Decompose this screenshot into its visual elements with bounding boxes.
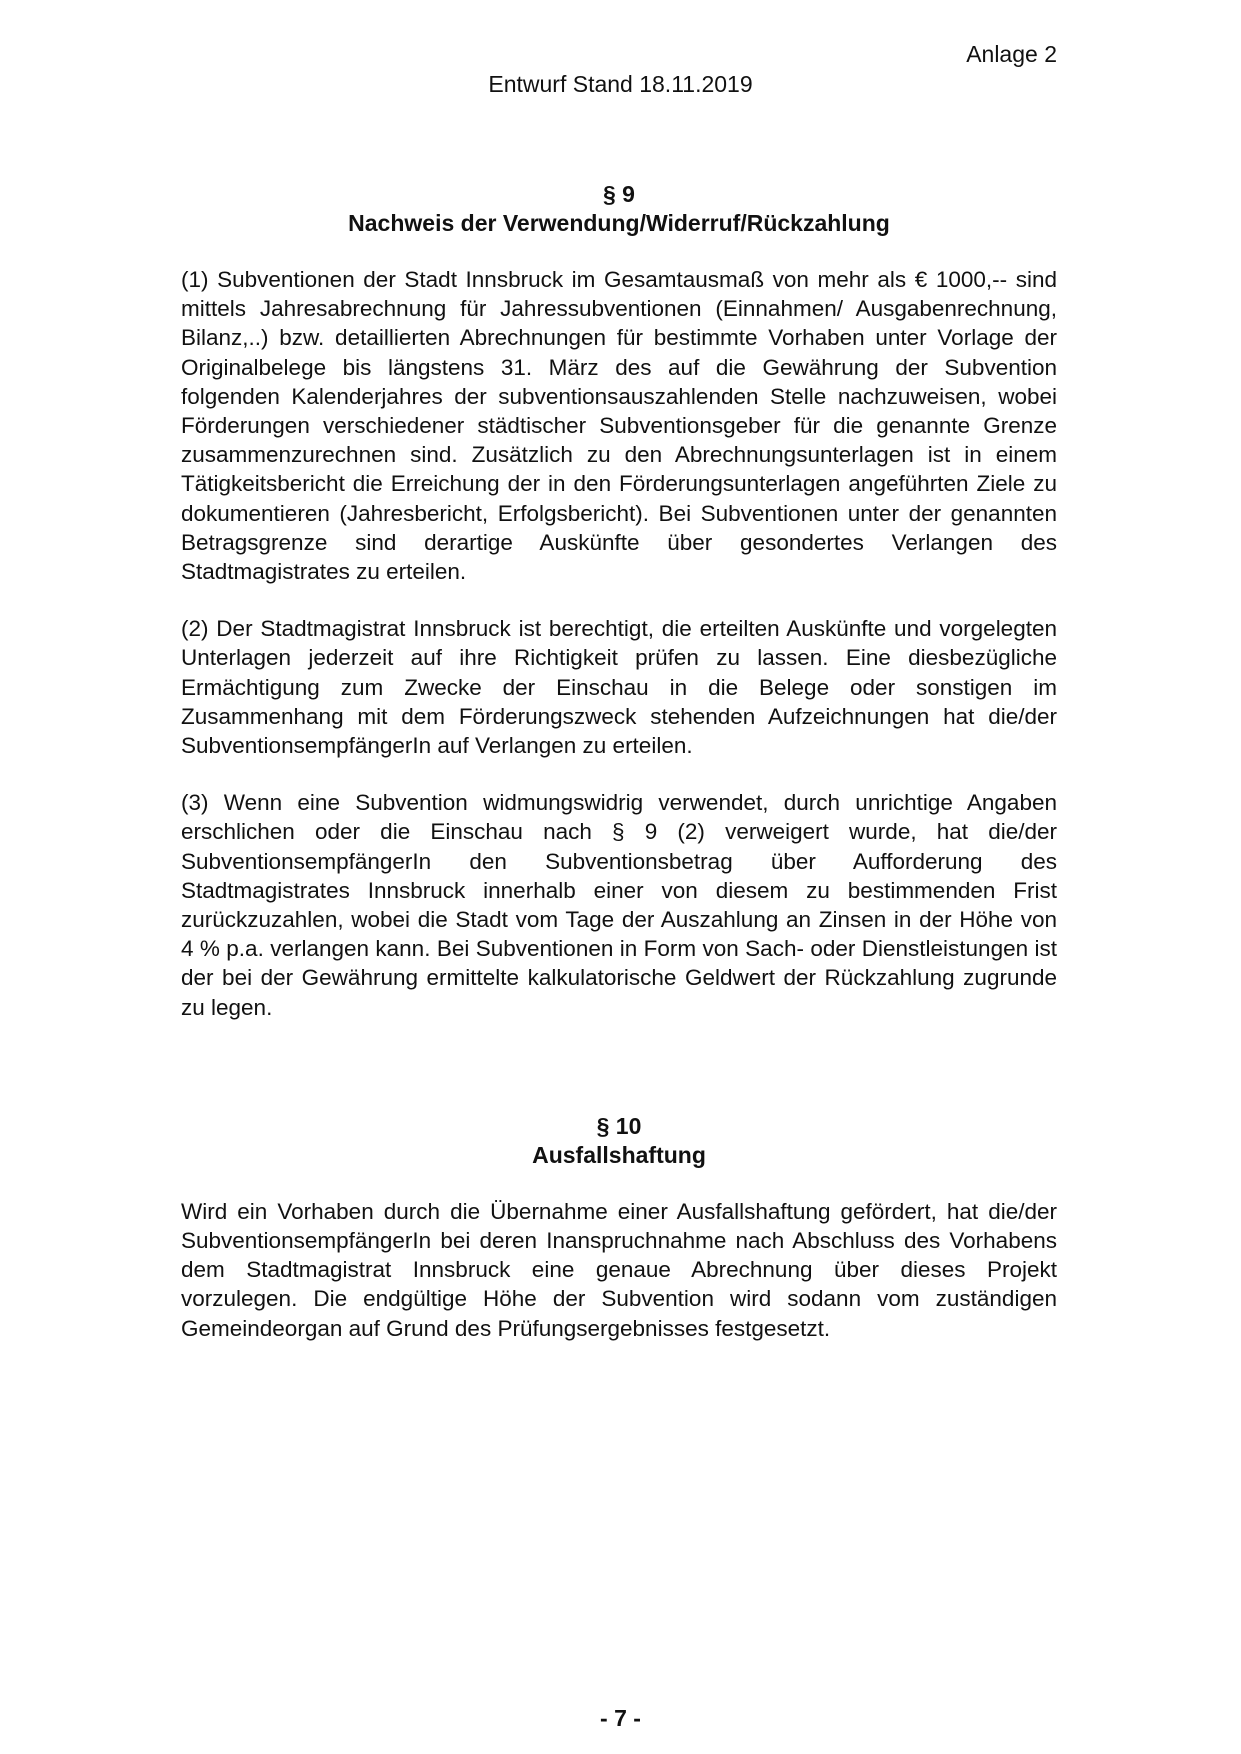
section-10-title: Ausfallshaftung [532,1141,706,1168]
draft-status: Entwurf Stand 18.11.2019 [488,71,753,97]
section-10 [181,1112,1057,1343]
page-number: - 7 - [600,1705,641,1731]
section-9-paragraph-2: (2) Der Stadtmagistrat Innsbruck ist berechtigt, die erteilten Auskünfte und vorgelegten Unterlagen jederzeit auf ihre Richtigkeit prüfen zu lassen. Eine diesbezügliche Ermächtigung zum Zwecke der Einschau in die Belege oder sonstigen im Zusammenhang mit dem Förderungszweck stehenden Aufzeichnungen hat die/der SubventionsempfängerIn auf Verlangen zu erteilen. [181,616,1057,759]
document-body [181,180,1057,1343]
section-9-title: Nachweis der Verwendung/Widerruf/Rückzahlung [348,210,890,236]
section-9-paragraph-1: (1) Subventionen der Stadt Innsbruck im Gesamtausmaß von mehr als € 1000,-- sind mittels Jahresabrechnung für Jahressubventionen (Einnahmen/ Ausgabenrechnung, Bilanz,..) bzw. detaillierten Abrechnungen für bestimmte Vorhaben unter Vorlage der Originalbelege bis längstens 31. März des auf die Gewährung der Subvention folgenden Kalenderjahres der subventionsauszahlenden Stelle nachzuweisen, wobei Förderungen verschiedener städtischer Subventionsgeber für die genannte Grenze zusammenzurechnen sind. Zusätzlich zu den Abrechnungsunterlagen ist in einem Tätigkeitsbericht die Erreichung der in den Förderungsunterlagen angeführten Ziele zu dokumentieren (Jahresbericht, Erfolgsbericht). Bei Subventionen unter der genannten Betragsgrenze sind derartige Auskünfte über gesondertes Verlangen des Stadtmagistrates zu erteilen. [181,267,1057,585]
section-9-number: § 9 [603,181,635,207]
section-9 [181,180,1057,1022]
section-10-paragraph-1: Wird ein Vorhaben durch die Übernahme einer Ausfallshaftung gefördert, hat die/der SubventionsempfängerIn bei deren Inanspruchnahme nach Abschluss des Vorhabens dem Stadtmagistrat Innsbruck eine genaue Abrechnung über dieses Projekt vorzulegen. Die endgültige Höhe der Subvention wird sodann vom zuständigen Gemeindeorgan auf Grund des Prüfungsergebnisses festgesetzt. [181,1198,1057,1341]
section-9-paragraph-3: (3) Wenn eine Subvention widmungswidrig verwendet, durch unrichtige Angaben erschlichen oder die Einschau nach § 9 (2) verweigert wurde, hat die/der SubventionsempfängerIn den Subventionsbetrag über Aufforderung des Stadtmagistrates Innsbruck innerhalb einer von diesem zu bestimmenden Frist zurückzuzahlen, wobei die Stadt vom Tage der Auszahlung an Zinsen in der Höhe von 4 % p.a. verlangen kann. Bei Subventionen in Form von Sach- oder Dienstleistungen ist der bei der Gewährung ermittelte kalkulatorische Geldwert der Rückzahlung zugrunde zu legen. [181,790,1057,1020]
section-10-number: § 10 [596,1112,642,1139]
annex-label: Anlage 2 [966,41,1057,67]
